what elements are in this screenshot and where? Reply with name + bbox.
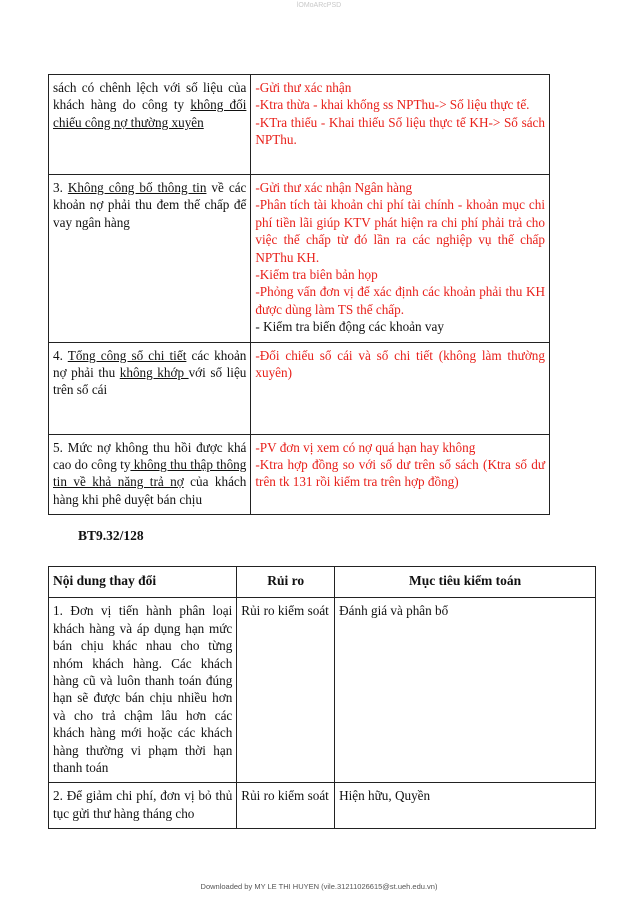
procedure-line: -Phỏng vấn đơn vị để xác định các khoản phải thu KH được dùng làm TS thế chấp. [255,284,545,317]
procedure-cell [251,342,550,434]
table-row [49,434,550,515]
change-content-cell: 1. Đơn vị tiến hành phân loại khách hàng và áp dụng hạn mức bán chịu khác nhau cho từng nhóm khách hàng. Các khách hàng cũ và luôn thanh toán đúng hạn sẽ được bán chịu nhiều hơn và cho trả chậm lâu hơn các khách hàng mới hoặc các khách hàng thường vi phạm thời hạn thanh toán [49,598,237,783]
issue-text: sách có chênh lệch với số liệu của khách hàng do công ty [53,80,247,113]
procedure-line: -Phân tích tài khoản chi phí tài chính - khoản mục chi phí tiền lãi giúp KTV phát hiện ra chi phí phải trả cho việc thế chấp từ đó lần ra các nghiệp vụ thế chấp NPThu KH. [255,197,545,265]
table-header-row [49,567,596,598]
procedure-line: -PV đơn vị xem có nợ quá hạn hay không [255,439,476,455]
header-risk: Rủi ro [237,567,335,598]
procedure-line: -Gửi thư xác nhận Ngân hàng [255,180,413,195]
risk-procedure-table [48,74,550,515]
procedure-line: -Gửi thư xác nhận [255,80,352,95]
issue-text: với số liệu trên sổ cái [53,365,247,398]
objective-cell: Đánh giá và phân bổ [335,598,596,783]
top-watermark: lOMoARcPSD [296,2,342,9]
change-content-cell: 2. Để giảm chi phí, đơn vị bỏ thủ tục gửi thư hàng tháng cho [49,783,237,829]
underlined-text: Không công bố thông tin [67,180,207,195]
objective-cell: Hiện hữu, Quyền [335,783,596,829]
procedure-line: -Đối chiếu sổ cái và sổ chi tiết (không làm thường xuyên) [255,347,545,381]
risk-cell: Rủi ro kiểm soát [237,598,335,783]
header-audit-objective: Mục tiêu kiểm toán [335,567,596,598]
issue-cell [49,434,251,515]
underlined-text: không khớp [119,365,189,381]
change-risk-objective-table [48,566,596,829]
download-footer: Downloaded by MY LE THI HUYEN (vile.31211026615@st.ueh.edu.vn) [200,882,438,891]
procedure-line: - Kiểm tra biến động các khoản vay [255,319,444,335]
issue-text: 5. Mức nợ không thu hồi được khá cao do công ty [53,439,247,473]
issue-cell [49,75,251,175]
issue-text: về các khoản nợ phải thu đem thế chấp để vay ngân hàng [53,180,247,230]
exercise-heading: BT9.32/128 [78,528,144,543]
risk-cell: Rủi ro kiểm soát [237,783,335,829]
underlined-text: không thu thập thông tin về khả năng trả nợ [53,457,247,490]
procedure-cell [251,434,550,515]
procedure-cell [251,175,550,343]
procedure-line: -Kiểm tra biên bản họp [255,267,378,283]
procedure-line: -KTra thiếu - Khai thiếu Số liệu thực tế KH-> Sổ sách NPThu. [255,114,545,148]
issue-text: 4. [53,347,68,363]
issue-cell [49,342,251,434]
table-row [49,598,596,783]
table-row [49,783,596,829]
issue-text: 3. [53,180,68,195]
issue-text: các khoản nợ phải thu [53,347,247,381]
issue-text: của khách hàng khi phê duyệt bán chịu [53,474,247,507]
header-content-change: Nội dung thay đổi [49,567,237,598]
table-row [49,75,550,175]
procedure-line: -Ktra hợp đồng so với số dư trên sổ sách (Ktra số dư trên tk 131 rồi kiểm tra trên hợp đồng) [255,457,545,490]
table-row [49,175,550,343]
underlined-text: không đối chiếu công nợ thường xuyên [53,97,247,130]
underlined-text: Tổng công sổ chi tiết [67,347,187,363]
issue-cell [49,175,251,343]
table-row [49,342,550,434]
procedure-line: -Ktra thừa - khai khống ss NPThu-> Số liệu thực tế. [255,97,530,113]
procedure-cell [251,75,550,175]
